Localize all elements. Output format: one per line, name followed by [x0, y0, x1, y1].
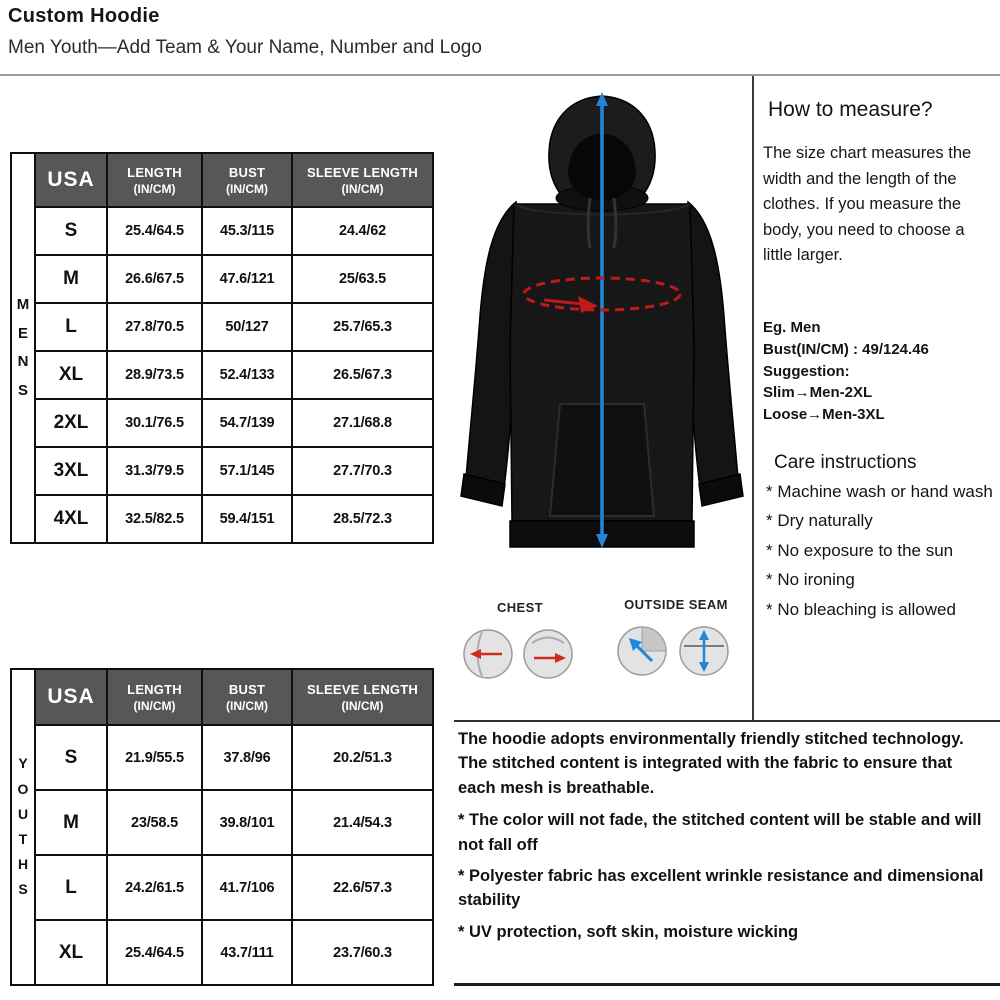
table-row: [11, 920, 433, 985]
care-item: * Dry naturally: [766, 511, 873, 531]
care-instructions-list: [766, 481, 994, 628]
divider-top: [0, 74, 1000, 76]
table-row: [11, 255, 433, 303]
example-line: Eg. Men: [763, 319, 821, 336]
mens-size-chart: [10, 152, 434, 544]
group-label-cell: [11, 153, 35, 543]
care-item: * No exposure to the sun: [766, 540, 954, 560]
column-unit: (IN/CM): [133, 698, 176, 713]
sleeve-cell: 27.7/70.3: [292, 447, 433, 495]
size-cell: L: [35, 855, 107, 920]
sleeve-cell: 21.4/54.3: [292, 790, 433, 855]
size-cell: S: [35, 725, 107, 790]
bust-cell: 39.8/101: [202, 790, 292, 855]
table-row: [11, 790, 433, 855]
column-header-sleeve: [292, 153, 433, 207]
bust-cell: 41.7/106: [202, 855, 292, 920]
divider-bottom: [454, 983, 1000, 986]
example-line: Slim→Men-2XL: [763, 384, 873, 402]
care-item: * No bleaching is allowed: [766, 599, 956, 619]
table-row: [11, 495, 433, 543]
size-cell: M: [35, 255, 107, 303]
bust-cell: 45.3/115: [202, 207, 292, 255]
column-label: LENGTH: [127, 681, 182, 697]
size-cell: 4XL: [35, 495, 107, 543]
size-cell: XL: [35, 351, 107, 399]
sizing-example: [763, 317, 929, 426]
length-cell: 24.2/61.5: [107, 855, 202, 920]
product-note: * UV protection, soft skin, moisture wicking: [458, 922, 799, 941]
bust-cell: 52.4/133: [202, 351, 292, 399]
sleeve-cell: 26.5/67.3: [292, 351, 433, 399]
chest-fold-icon: [462, 628, 514, 680]
column-unit: (IN/CM): [341, 698, 384, 713]
example-line: Loose→Men-3XL: [763, 406, 885, 423]
length-cell: 25.4/64.5: [107, 207, 202, 255]
table-row: [11, 399, 433, 447]
sleeve-cell: 28.5/72.3: [292, 495, 433, 543]
care-item: * Machine wash or hand wash: [766, 482, 993, 501]
outside-seam-diagram-label: OUTSIDE SEAM: [624, 597, 728, 612]
care-item: * No ironing: [766, 570, 855, 590]
example-line: Bust(IN/CM) : 49/124.46: [763, 340, 929, 358]
size-cell: 2XL: [35, 399, 107, 447]
divider-vertical: [752, 76, 754, 722]
column-header-length: [107, 669, 202, 725]
sleeve-cell: 22.6/57.3: [292, 855, 433, 920]
length-cell: 28.9/73.5: [107, 351, 202, 399]
bust-cell: 54.7/139: [202, 399, 292, 447]
column-unit: (IN/CM): [133, 181, 176, 196]
sleeve-cell: 24.4/62: [292, 207, 433, 255]
outside-seam-fold-icon: [616, 625, 668, 677]
sleeve-cell: 23.7/60.3: [292, 920, 433, 985]
bust-cell: 37.8/96: [202, 725, 292, 790]
column-header-bust: [202, 669, 292, 725]
column-header-length: [107, 153, 202, 207]
table-row: [11, 447, 433, 495]
column-unit: (IN/CM): [226, 181, 268, 196]
care-instructions-heading: Care instructions: [774, 452, 917, 473]
hoodie-product-image: [452, 86, 752, 596]
column-header-usa: USA: [35, 153, 107, 207]
size-cell: M: [35, 790, 107, 855]
size-cell: L: [35, 303, 107, 351]
length-cell: 27.8/70.5: [107, 303, 202, 351]
table-row: [11, 725, 433, 790]
sleeve-cell: 27.1/68.8: [292, 399, 433, 447]
product-note: * The color will not fade, the stitched content will be stable and will not fall off: [458, 811, 982, 854]
column-label: SLEEVE LENGTH: [307, 681, 418, 697]
youth-size-chart: [10, 668, 434, 986]
group-label-cell: [11, 669, 35, 985]
table-header-row: [11, 153, 433, 207]
product-notes: [458, 727, 994, 951]
length-cell: 23/58.5: [107, 790, 202, 855]
column-header-usa: USA: [35, 669, 107, 725]
product-note-intro: The hoodie adopts environmentally friendly stitched technology. The stitched content is integrated with the fabric to ensure that each mesh is breathable.: [458, 730, 964, 797]
column-unit: (IN/CM): [341, 181, 384, 196]
length-cell: 21.9/55.5: [107, 725, 202, 790]
size-cell: 3XL: [35, 447, 107, 495]
length-cell: 30.1/76.5: [107, 399, 202, 447]
length-cell: 26.6/67.5: [107, 255, 202, 303]
size-cell: XL: [35, 920, 107, 985]
column-header-bust: [202, 153, 292, 207]
column-label: LENGTH: [127, 164, 182, 180]
sleeve-cell: 25.7/65.3: [292, 303, 433, 351]
divider-middle: [454, 720, 1000, 722]
column-header-sleeve: [292, 669, 433, 725]
column-unit: (IN/CM): [226, 698, 268, 713]
group-label-mens: MENS: [16, 296, 30, 399]
table-row: [11, 351, 433, 399]
column-label: SLEEVE LENGTH: [307, 164, 418, 180]
table-row: [11, 303, 433, 351]
group-label-youths: YOUTHS: [17, 755, 29, 898]
chest-measure-icon: [522, 628, 574, 680]
sleeve-cell: 20.2/51.3: [292, 725, 433, 790]
chest-diagram-label: CHEST: [496, 600, 544, 615]
example-line: Suggestion:: [763, 362, 850, 380]
bust-cell: 43.7/111: [202, 920, 292, 985]
table-row: [11, 207, 433, 255]
length-cell: 25.4/64.5: [107, 920, 202, 985]
bust-cell: 47.6/121: [202, 255, 292, 303]
page-title: Custom Hoodie: [8, 5, 160, 27]
how-to-measure-text: The size chart measures the width and the length of the clothes. If you measure the body, you need to choose a little larger.: [763, 144, 972, 265]
outside-seam-measure-icon: [678, 625, 730, 677]
bust-cell: 59.4/151: [202, 495, 292, 543]
column-label: BUST: [228, 681, 266, 697]
how-to-measure-heading: How to measure?: [768, 98, 933, 121]
product-note: * Polyester fabric has excellent wrinkle resistance and dimensional stability: [458, 867, 984, 910]
size-cell: S: [35, 207, 107, 255]
length-cell: 32.5/82.5: [107, 495, 202, 543]
column-label: BUST: [228, 164, 266, 180]
page-subtitle: Men Youth—Add Team & Your Name, Number and Logo: [8, 37, 482, 58]
bust-cell: 57.1/145: [202, 447, 292, 495]
table-header-row: [11, 669, 433, 725]
sleeve-cell: 25/63.5: [292, 255, 433, 303]
length-cell: 31.3/79.5: [107, 447, 202, 495]
bust-cell: 50/127: [202, 303, 292, 351]
table-row: [11, 855, 433, 920]
